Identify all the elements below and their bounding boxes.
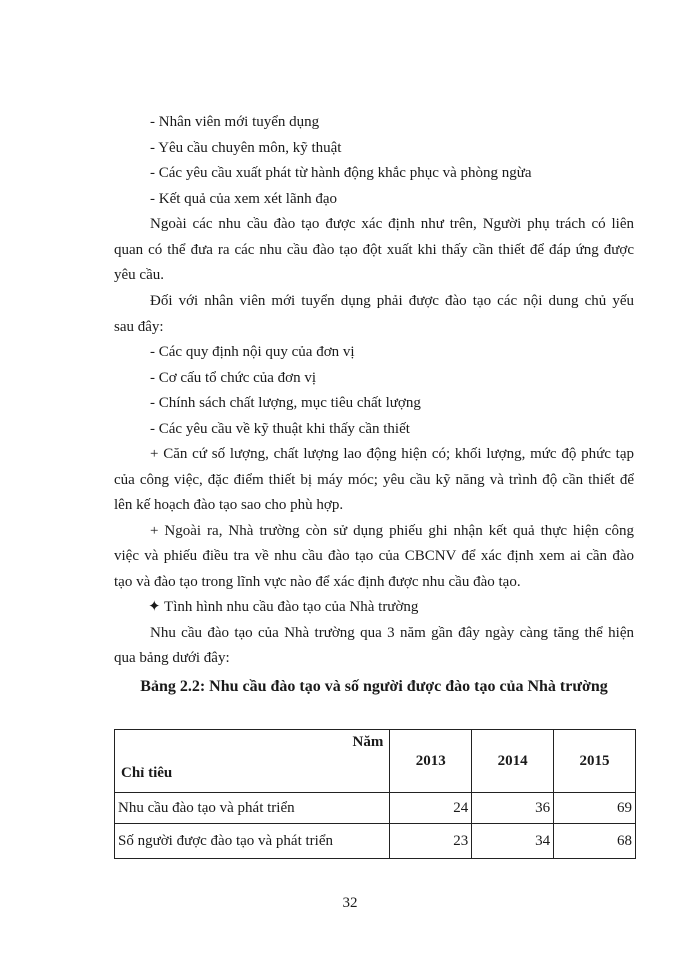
paragraph-line: + Ngoài ra, Nhà trường còn sử dụng phiếu ghi nhận kết quả thực hiện công	[150, 523, 634, 539]
training-needs-table	[114, 729, 636, 859]
paragraph-line: Đối với nhân viên mới tuyển dụng phải được đào tạo các nội dung chủ yếu	[150, 293, 634, 309]
bullet-new-staff: - Nhân viên mới tuyển dụng	[150, 114, 320, 130]
year-header: 2014	[472, 730, 554, 793]
table-cell: 24	[390, 793, 472, 824]
criteria-header-label: Chỉ tiêu	[121, 765, 173, 781]
table-row	[115, 793, 636, 824]
bullet-management-review: - Kết quả của xem xét lãnh đạo	[150, 191, 338, 207]
paragraph-line: việc và phiếu điều tra về nhu cầu đào tạo của CBCNV để xác định xem ai cần đào	[114, 548, 634, 564]
year-header: 2015	[554, 730, 636, 793]
paragraph-line: + Căn cứ số lượng, chất lượng lao động hiện có; khối lượng, mức độ phức tạp	[150, 446, 634, 462]
paragraph-line: qua bảng dưới đây:	[114, 650, 230, 666]
bullet-corrective-actions: - Các yêu cầu xuất phát từ hành động khắc phục và phòng ngừa	[150, 165, 532, 181]
table-row	[115, 824, 636, 859]
paragraph-line: yêu cầu.	[114, 267, 164, 283]
paragraph-line: lên kế hoạch đào tạo sao cho phù hợp.	[114, 497, 344, 513]
table-cell: 36	[472, 793, 554, 824]
year-header-label: Năm	[352, 734, 384, 750]
table-cell: 68	[554, 824, 636, 859]
corner-header-cell	[115, 730, 390, 793]
page-number: 32	[342, 895, 358, 911]
table-cell: 34	[472, 824, 554, 859]
table-header-row	[115, 730, 636, 793]
row-label: Nhu cầu đào tạo và phát triển	[115, 793, 390, 824]
paragraph-line: của công việc, đặc điểm thiết bị máy móc; yêu cầu kỹ năng và trình độ cần thiết để	[114, 472, 634, 488]
paragraph-line: quan có thể đưa ra các nhu cầu đào tạo đột xuất khi thấy cần thiết để đáp ứng được	[114, 242, 634, 258]
row-label: Số người được đào tạo và phát triển	[115, 824, 390, 859]
table-cell: 23	[390, 824, 472, 859]
paragraph-line: sau đây:	[114, 319, 164, 335]
paragraph-line: Nhu cầu đào tạo của Nhà trường qua 3 năm gần đây ngày càng tăng thể hiện	[150, 625, 634, 641]
bullet-expertise: - Yêu cầu chuyên môn, kỹ thuật	[150, 140, 342, 156]
paragraph-line: tạo và đào tạo trong lĩnh vực nào để xác định được nhu cầu đào tạo.	[114, 574, 521, 590]
bullet-regulations: - Các quy định nội quy của đơn vị	[150, 344, 355, 360]
year-header: 2013	[390, 730, 472, 793]
bullet-quality-policy: - Chính sách chất lượng, mục tiêu chất lượng	[150, 395, 421, 411]
bullet-technical-requirements: - Các yêu cầu về kỹ thuật khi thấy cần thiết	[150, 421, 410, 437]
table-caption: Bảng 2.2: Nhu cầu đào tạo và số người được đào tạo của Nhà trường	[140, 678, 608, 695]
paragraph-line: Ngoài các nhu cầu đào tạo được xác định như trên, Người phụ trách có liên	[150, 216, 634, 232]
table-cell: 69	[554, 793, 636, 824]
section-heading: ✦ Tình hình nhu cầu đào tạo của Nhà trường	[148, 599, 419, 615]
bullet-org-structure: - Cơ cấu tổ chức của đơn vị	[150, 370, 317, 386]
